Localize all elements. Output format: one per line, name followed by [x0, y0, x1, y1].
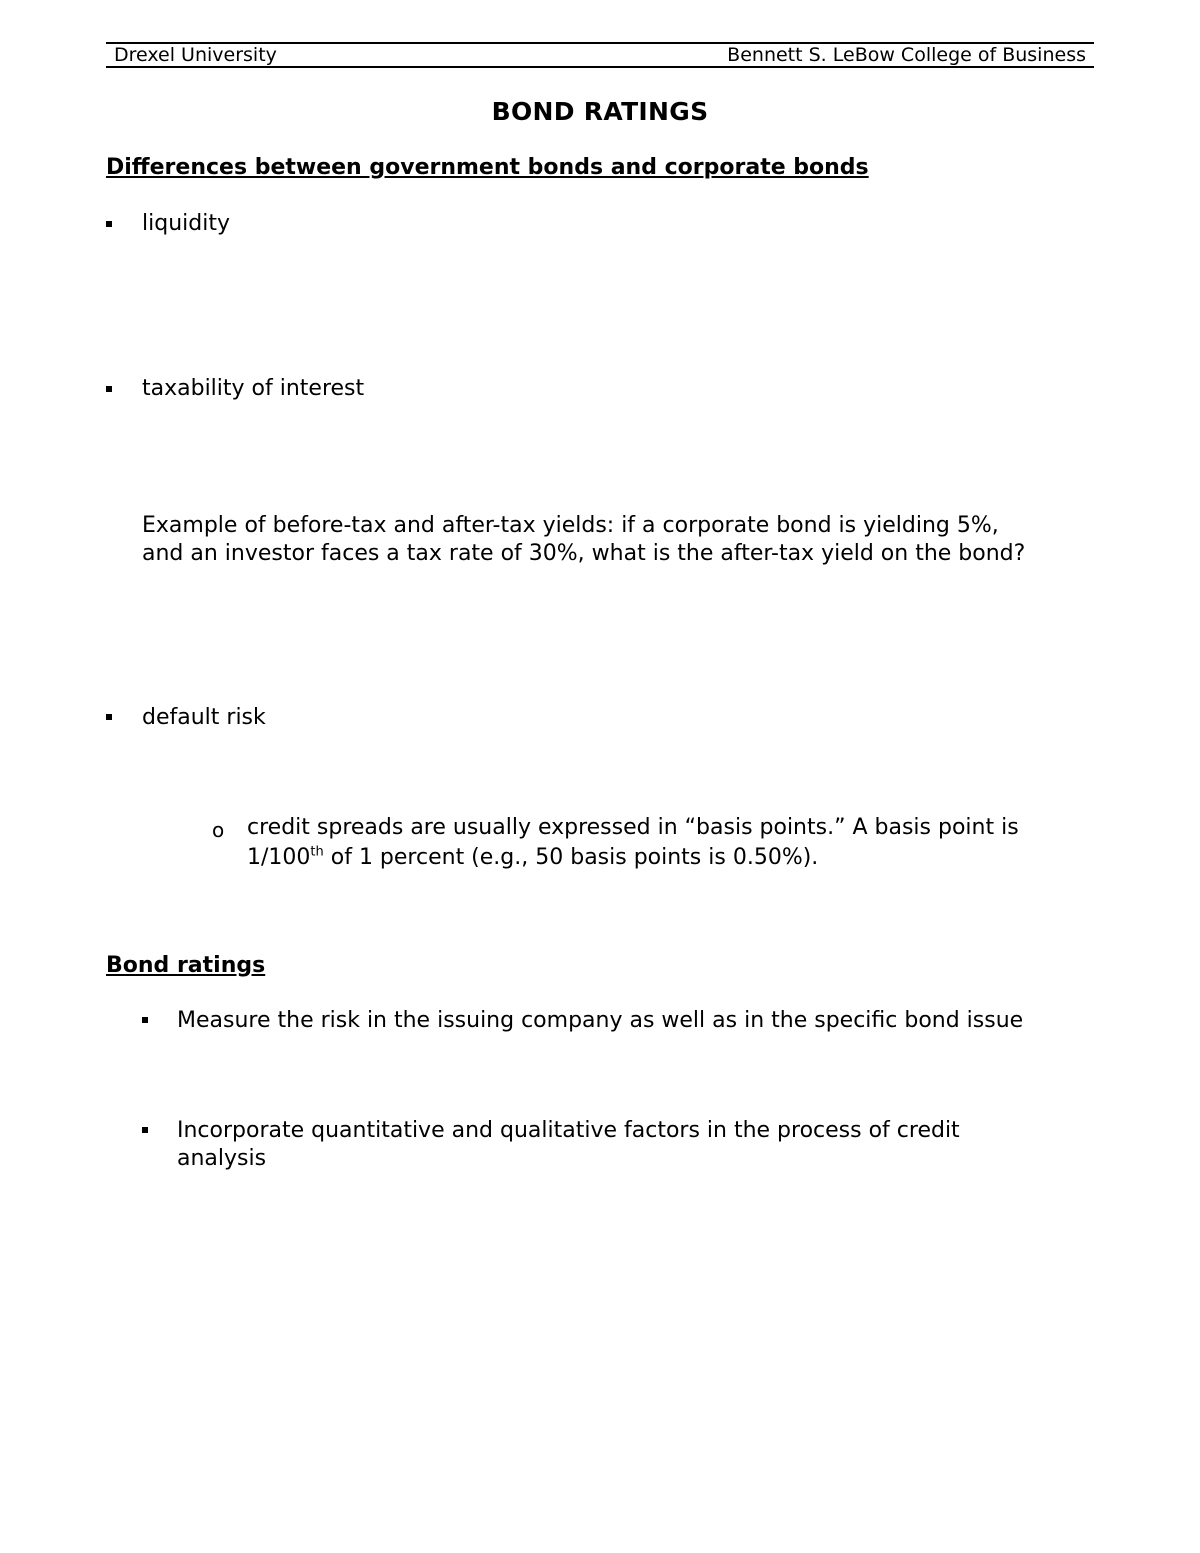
bullet-incorporate-line-2: analysis	[177, 1146, 267, 1171]
header-right-text: Bennett S. LeBow College of Business	[727, 44, 1086, 66]
page-title: BOND RATINGS	[491, 97, 709, 126]
bullet-square-icon	[142, 1017, 148, 1023]
bullet-square-icon	[106, 714, 112, 720]
sub-bullet-line-2	[247, 843, 818, 873]
bullet-taxability: taxability of interest	[142, 376, 365, 401]
sub-bullet-line-2-prefix: 1/100	[247, 845, 311, 870]
section-heading-bond-ratings: Bond ratings	[106, 953, 266, 978]
header-left-text: Drexel University	[114, 44, 277, 66]
header-bottom-rule	[106, 66, 1094, 68]
bullet-square-icon	[106, 386, 112, 392]
bullet-measure-risk: Measure the risk in the issuing company as well as in the specific bond issue	[177, 1008, 1024, 1033]
bullet-square-icon	[142, 1127, 148, 1133]
bullet-square-icon	[106, 221, 112, 227]
section-heading-differences: Differences between government bonds and corporate bonds	[106, 155, 869, 180]
sub-bullet-line-1: credit spreads are usually expressed in “basis points.” A basis point is	[247, 815, 1019, 840]
sub-bullet-line-2-superscript: th	[310, 844, 324, 860]
example-line-1: Example of before-tax and after-tax yields: if a corporate bond is yielding 5%,	[142, 513, 999, 538]
bullet-default-risk: default risk	[142, 705, 266, 730]
bullet-incorporate-line-1: Incorporate quantitative and qualitative factors in the process of credit	[177, 1118, 960, 1143]
sub-bullet-line-2-suffix: of 1 percent (e.g., 50 basis points is 0.50%).	[323, 845, 819, 870]
example-line-2: and an investor faces a tax rate of 30%, what is the after-tax yield on the bond?	[142, 541, 1026, 566]
bullet-circle-icon: o	[212, 818, 225, 842]
bullet-liquidity: liquidity	[142, 211, 230, 236]
